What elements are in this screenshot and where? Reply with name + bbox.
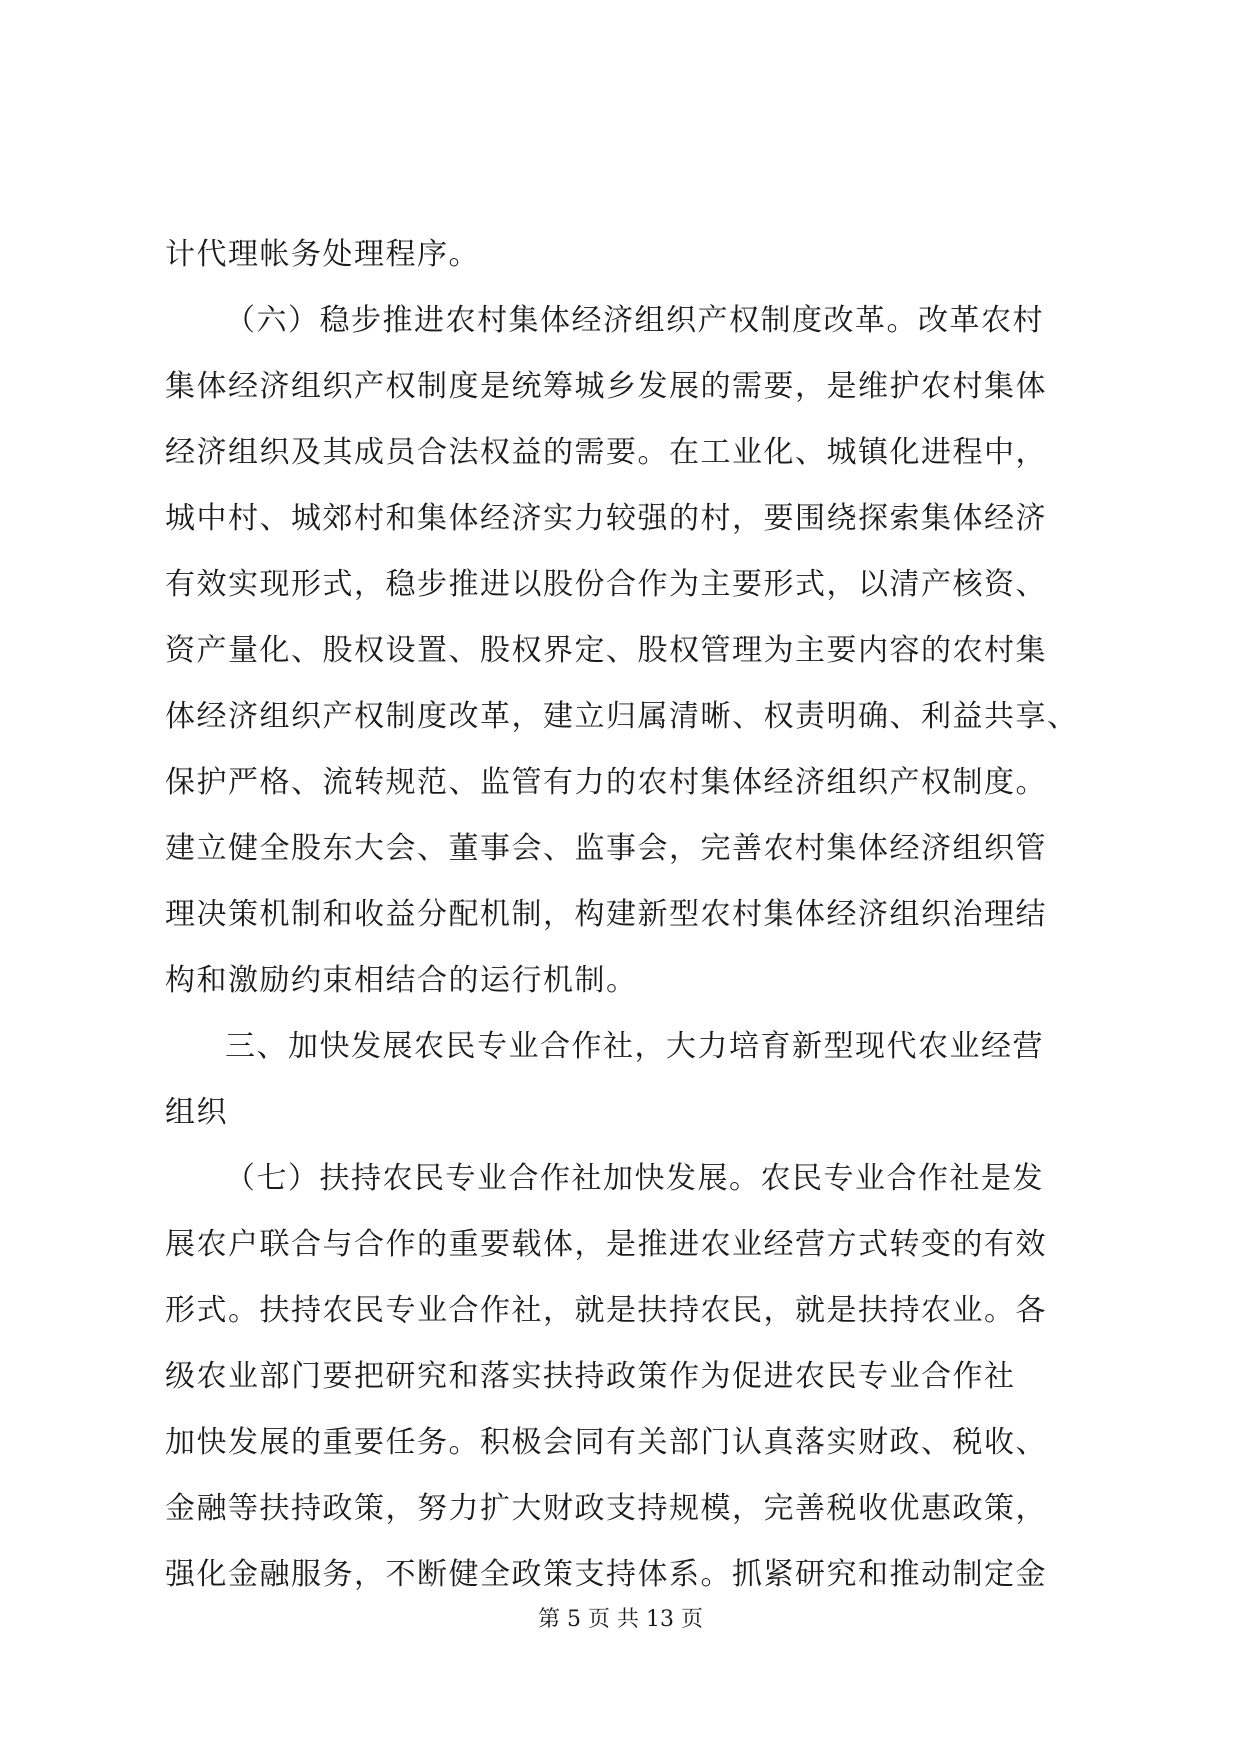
text-line: 有效实现形式，稳步推进以股份合作为主要形式，以清产核资、 bbox=[165, 567, 1047, 602]
section-7-heading-line: （七）扶持农民专业合作社加快发展。农民专业合作社是发 bbox=[225, 1161, 1044, 1196]
text-line: 保护严格、流转规范、监管有力的农村集体经济组织产权制度。 bbox=[165, 765, 1047, 800]
text-line: 城中村、城郊村和集体经济实力较强的村，要围绕探索集体经济 bbox=[165, 501, 1047, 536]
text-line: 金融等扶持政策，努力扩大财政支持规模，完善税收优惠政策， bbox=[165, 1491, 1047, 1526]
text-line: 级农业部门要把研究和落实扶持政策作为促进农民专业合作社 bbox=[165, 1359, 1016, 1394]
chapter-3-heading-line-continued: 组织 bbox=[165, 1095, 228, 1130]
text-line: 计代理帐务处理程序。 bbox=[165, 237, 480, 272]
text-line: 形式。扶持农民专业合作社，就是扶持农民，就是扶持农业。各 bbox=[165, 1293, 1047, 1328]
text-line: 体经济组织产权制度改革，建立归属清晰、权责明确、利益共享、 bbox=[165, 699, 1079, 734]
page-number-footer: 第 5 页 共 13 页 bbox=[538, 1607, 703, 1632]
text-line: 展农户联合与合作的重要载体，是推进农业经营方式转变的有效 bbox=[165, 1227, 1047, 1262]
text-line: 加快发展的重要任务。积极会同有关部门认真落实财政、税收、 bbox=[165, 1425, 1047, 1460]
text-line: 建立健全股东大会、董事会、监事会，完善农村集体经济组织管 bbox=[165, 831, 1047, 866]
text-line: 强化金融服务，不断健全政策支持体系。抓紧研究和推动制定金 bbox=[165, 1557, 1047, 1592]
text-line: 集体经济组织产权制度是统筹城乡发展的需要，是维护农村集体 bbox=[165, 369, 1047, 404]
document-body bbox=[165, 222, 1090, 1608]
chapter-3-heading-line: 三、加快发展农民专业合作社，大力培育新型现代农业经营 bbox=[225, 1029, 1044, 1064]
text-line: 经济组织及其成员合法权益的需要。在工业化、城镇化进程中， bbox=[165, 435, 1047, 470]
text-line: 资产量化、股权设置、股权界定、股权管理为主要内容的农村集 bbox=[165, 633, 1047, 668]
section-6-heading-line: （六）稳步推进农村集体经济组织产权制度改革。改革农村 bbox=[225, 303, 1044, 338]
text-line: 理决策机制和收益分配机制，构建新型农村集体经济组织治理结 bbox=[165, 897, 1047, 932]
text-line: 构和激励约束相结合的运行机制。 bbox=[165, 963, 638, 998]
